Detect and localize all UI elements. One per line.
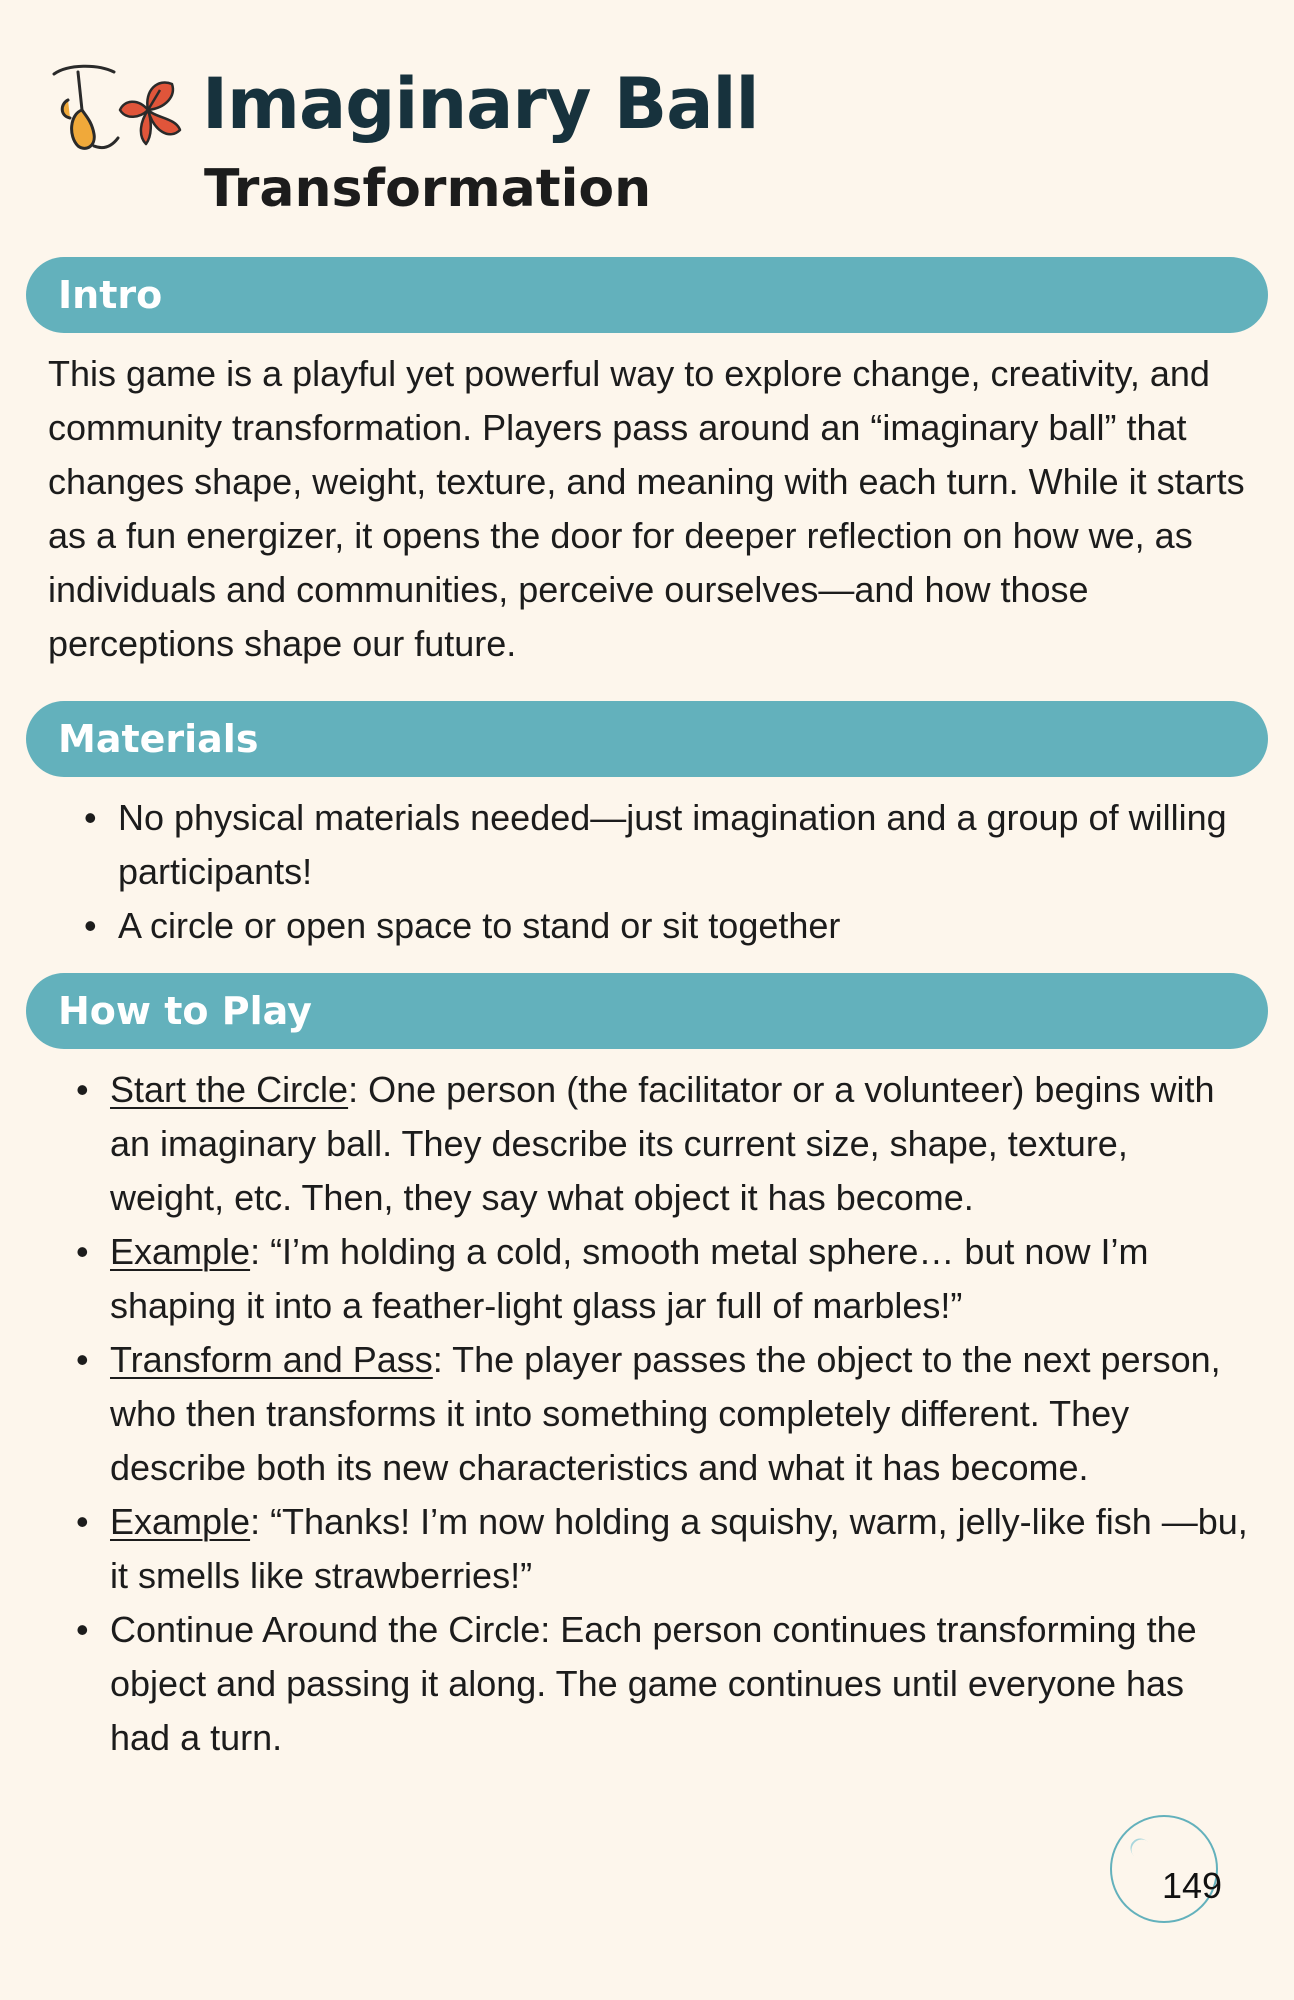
list-item: [76, 1225, 1250, 1333]
bullet-icon: •: [84, 905, 97, 946]
materials-section-header: [26, 701, 1268, 777]
step-text: Continue Around the Circle: Each person continues transforming the object and passing it along. The game continues until everyone has had a turn.: [110, 1609, 1197, 1758]
how-to-play-section-header: [26, 973, 1268, 1049]
intro-paragraph: This game is a playful yet powerful way to explore change, creativity, and community transformation. Players pass around an “imaginary ball” that changes shape, weight, texture, and meaning with each turn. While it starts as a fun energizer, it opens the door for deeper reflection on how we, as individuals and communities, perceive ourselves—and how those perceptions shape our future.: [48, 353, 1245, 664]
intro-section-header: [26, 257, 1268, 333]
step-label: Example: [110, 1501, 251, 1542]
butterfly-icon: [120, 82, 180, 144]
bullet-icon: •: [84, 797, 97, 838]
materials-item-text: No physical materials needed—just imagination and a group of willing participants!: [118, 797, 1227, 892]
materials-heading: Materials: [58, 717, 259, 761]
intro-heading: Intro: [58, 273, 163, 317]
bullet-icon: •: [76, 1069, 89, 1110]
list-item: [76, 1333, 1250, 1495]
how-to-play-list: [76, 1063, 1250, 1765]
bubble-shine: [1126, 1834, 1156, 1864]
step-text: : “Thanks! I’m now holding a squishy, warm, jelly-like fish —bu, it smells like strawberries!”: [110, 1501, 1248, 1596]
list-item: [84, 791, 1238, 899]
list-item: [84, 899, 1238, 953]
step-text: : One person (the facilitator or a volunteer) begins with an imaginary ball. They describe its current size, shape, texture, weight, etc. Then, they say what object it has become.: [110, 1069, 1215, 1218]
materials-item-text: A circle or open space to stand or sit together: [118, 905, 841, 946]
step-label: Transform and Pass: [110, 1339, 433, 1380]
bullet-icon: •: [76, 1501, 89, 1542]
page-number: 149: [1162, 1865, 1223, 1906]
page-subtitle: Transformation: [204, 159, 652, 219]
step-label: Example: [110, 1231, 251, 1272]
bullet-icon: •: [76, 1609, 89, 1650]
step-label: Start the Circle: [110, 1069, 349, 1110]
list-item: [76, 1063, 1250, 1225]
materials-list: [84, 791, 1238, 953]
list-item: [76, 1495, 1250, 1603]
logo: [48, 60, 188, 160]
step-text: : “I’m holding a cold, smooth metal sphere… but now I’m shaping it into a feather-light glass jar full of marbles!”: [110, 1231, 1149, 1326]
bullet-icon: •: [76, 1231, 89, 1272]
page-title: Imaginary Ball: [202, 63, 759, 145]
list-item: [76, 1603, 1250, 1765]
tea-flower-icon: [54, 66, 118, 148]
bullet-icon: •: [76, 1339, 89, 1380]
step-text: : The player passes the object to the next person, who then transforms it into something completely different. They describe both its new characteristics and what it has become.: [110, 1339, 1221, 1488]
how-to-play-heading: How to Play: [58, 989, 312, 1033]
